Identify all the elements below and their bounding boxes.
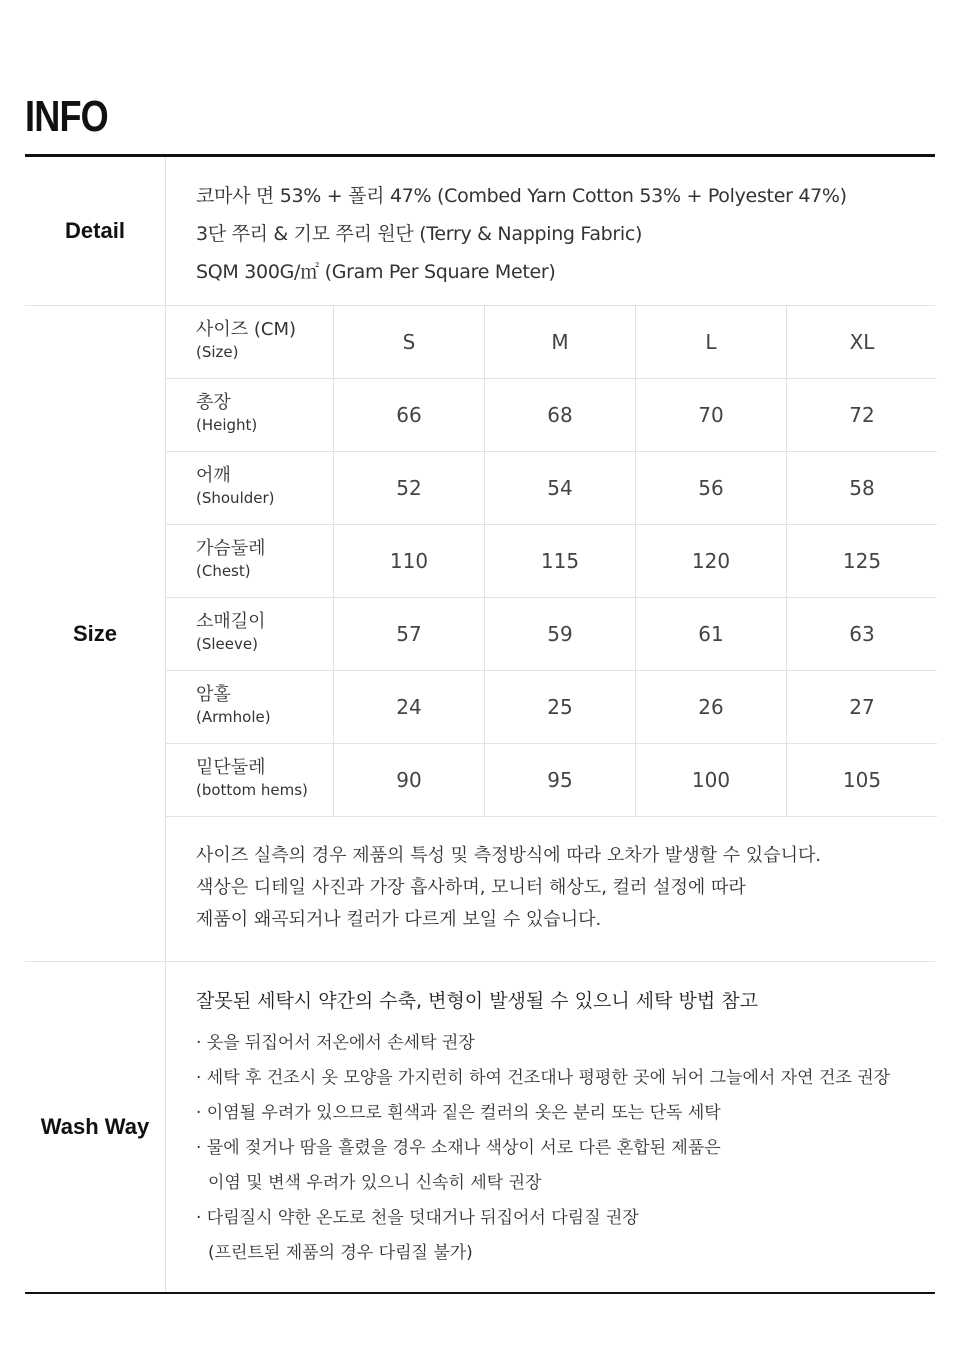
size-value-cell: 58 (849, 476, 875, 500)
size-value-cell: 70 (636, 379, 787, 451)
size-table-row (166, 598, 937, 671)
size-table-row (166, 379, 937, 452)
size-value-cell: 63 (849, 622, 875, 646)
size-value-cell: 95 (485, 744, 636, 816)
size-row-header (166, 306, 334, 378)
size-row-label-en: (Shoulder) (196, 489, 275, 507)
detail-content (166, 157, 935, 305)
size-table-row (166, 452, 937, 525)
wash-instruction: · 다림질시 약한 온도로 천을 덧대거나 뒤집어서 다림질 권장 (196, 1208, 639, 1228)
info-table (25, 154, 935, 1294)
detail-line: 코마사 면 53% + 폴리 47% (Combed Yarn Cotton 53% + Polyester 47%) (196, 185, 847, 207)
size-row-header (166, 671, 334, 743)
wash-label: Wash Way (25, 962, 166, 1292)
size-section (25, 306, 935, 962)
size-value-cell: 68 (485, 379, 636, 451)
size-note (166, 817, 937, 961)
size-table-row (166, 525, 937, 598)
size-value-cell: 72 (849, 403, 875, 427)
size-value-cell: 66 (334, 379, 485, 451)
size-row-header (166, 525, 334, 597)
size-row-label-ko: 어깨 (196, 465, 231, 486)
size-note-line: 색상은 디테일 사진과 가장 흡사하며, 모니터 해상도, 컬러 설정에 따라 (196, 877, 746, 898)
size-row-label-ko: 밑단둘레 (196, 757, 266, 778)
size-content (166, 306, 937, 961)
size-table-row (166, 744, 937, 817)
size-value-cell: 52 (334, 452, 485, 524)
size-row-label-ko: 총장 (196, 392, 231, 413)
wash-instruction: (프린트된 제품의 경우 다림질 불가) (208, 1243, 473, 1263)
size-value-cell: 110 (334, 525, 485, 597)
size-value-cell: 59 (485, 598, 636, 670)
size-column-header: L (636, 306, 787, 378)
size-value-cell: 61 (636, 598, 787, 670)
size-row-label-ko: 소매길이 (196, 611, 266, 632)
detail-line: SQM 300G/㎡ (Gram Per Square Meter) (196, 261, 556, 283)
size-row-label-en: (Height) (196, 416, 258, 434)
size-row-header (166, 379, 334, 451)
detail-label: Detail (25, 157, 166, 305)
size-value-cell: 26 (636, 671, 787, 743)
size-row-header (166, 744, 334, 816)
size-value-cell: 125 (842, 549, 882, 573)
wash-instruction: 이염 및 변색 우려가 있으니 신속히 세탁 권장 (208, 1173, 542, 1193)
size-row-label-ko: 가슴둘레 (196, 538, 266, 559)
wash-instruction: · 옷을 뒤집어서 저온에서 손세탁 권장 (196, 1033, 475, 1053)
wash-section (25, 962, 935, 1292)
size-column-header: M (485, 306, 636, 378)
size-row-label-ko: 암홀 (196, 684, 231, 705)
wash-instruction: · 세탁 후 건조시 옷 모양을 가지런히 하여 건조대나 평평한 곳에 뉘어 그늘에서 자연 건조 권장 (196, 1068, 891, 1088)
size-value-cell: 24 (334, 671, 485, 743)
size-value-cell: 105 (842, 768, 882, 792)
size-row-header (166, 452, 334, 524)
size-value-cell: 54 (485, 452, 636, 524)
wash-instruction: · 이염될 우려가 있으므로 흰색과 짙은 컬러의 옷은 분리 또는 단독 세탁 (196, 1103, 721, 1123)
wash-content (166, 962, 935, 1292)
size-label: Size (25, 306, 166, 961)
size-value-cell: 100 (636, 744, 787, 816)
size-value-cell: 90 (334, 744, 485, 816)
size-value-cell: 120 (636, 525, 787, 597)
size-row-label-en: (Armhole) (196, 708, 271, 726)
size-row-label-en: (bottom hems) (196, 781, 308, 799)
detail-section (25, 157, 935, 306)
size-row-label-en: (Sleeve) (196, 635, 258, 653)
size-row-label-en: (Size) (196, 343, 239, 361)
wash-heading: 잘못된 세탁시 약간의 수축, 변형이 발생될 수 있으니 세탁 방법 참고 (196, 990, 758, 1012)
size-value-cell: 115 (485, 525, 636, 597)
size-value-cell: 57 (334, 598, 485, 670)
size-note-line: 사이즈 실측의 경우 제품의 특성 및 측정방식에 따라 오차가 발생할 수 있습니다. (196, 845, 822, 866)
size-note-line: 제품이 왜곡되거나 컬러가 다르게 보일 수 있습니다. (196, 909, 602, 930)
size-table (166, 306, 937, 817)
wash-instruction: · 물에 젖거나 땀을 흘렸을 경우 소재나 색상이 서로 다른 혼합된 제품은 (196, 1138, 721, 1158)
size-column-header: XL (849, 330, 875, 354)
size-value-cell: 56 (636, 452, 787, 524)
size-value-cell: 25 (485, 671, 636, 743)
size-row-header (166, 598, 334, 670)
size-table-row (166, 671, 937, 744)
size-column-header: S (334, 306, 485, 378)
size-row-label-ko: 사이즈 (CM) (196, 319, 297, 340)
size-row-label-en: (Chest) (196, 562, 251, 580)
size-value-cell: 27 (849, 695, 875, 719)
page-title: INFO (25, 92, 108, 141)
detail-line: 3단 쭈리 & 기모 쭈리 원단 (Terry & Napping Fabric) (196, 223, 643, 245)
size-table-row (166, 306, 937, 379)
